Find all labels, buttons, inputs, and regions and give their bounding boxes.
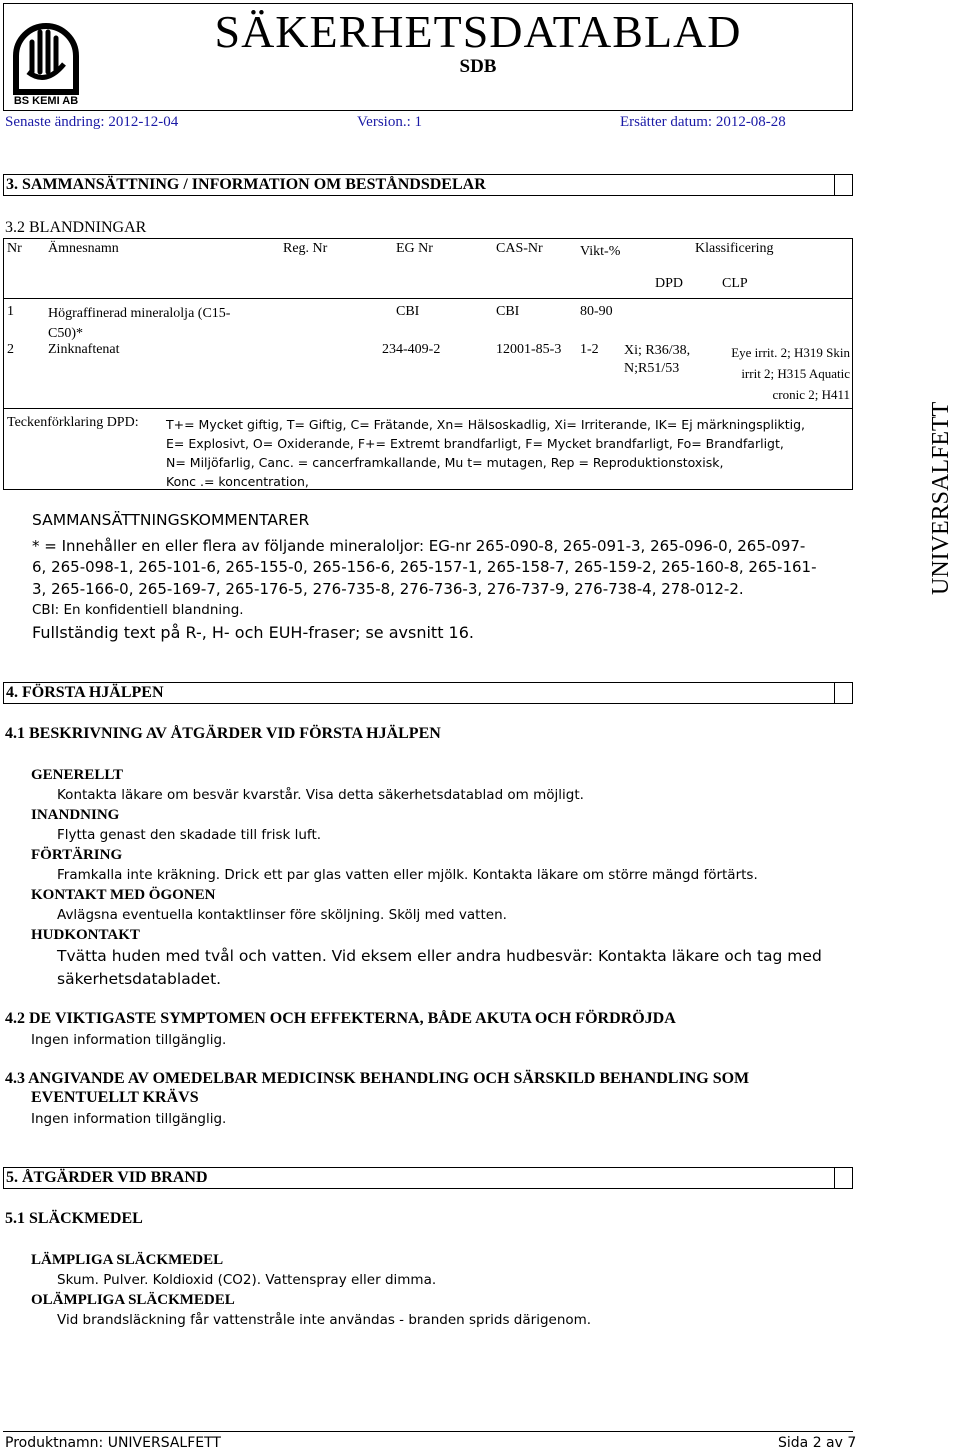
first-aid-text: Kontakta läkare om besvär kvarstår. Visa detta säkerhetsdatablad om möjligt. bbox=[57, 787, 584, 803]
row-2-weight: 1-2 bbox=[580, 342, 599, 357]
first-aid-text: Avlägsna eventuella kontaktlinser före sköljning. Skölj med vatten. bbox=[57, 907, 507, 923]
extinguishing-heading: LÄMPLIGA SLÄCKMEDEL bbox=[31, 1252, 224, 1268]
comments-line: 6, 265-098-1, 265-101-6, 265-155-0, 265-156-6, 265-157-1, 265-158-7, 265-159-2, 265-160-8, 265-161- bbox=[32, 558, 817, 576]
footer-product-label: Produktnamn: bbox=[5, 1435, 104, 1451]
version-value: 1 bbox=[414, 114, 422, 130]
comments-line: * = Innehåller en eller flera av följande mineraloljor: EG-nr 265-090-8, 265-091-3, 265-096-0, 265-097- bbox=[32, 536, 806, 555]
row-2-dpd: Xi; R36/38, N;R51/53 bbox=[624, 343, 691, 376]
document-title: SÄKERHETSDATABLAD bbox=[214, 6, 742, 57]
section-4-3-title-cont: EVENTUELLT KRÄVS bbox=[31, 1089, 199, 1106]
replaces-value: 2012-08-28 bbox=[715, 114, 786, 130]
first-aid-text: säkerhetsdatabladet. bbox=[57, 970, 222, 988]
col-weight: Vikt-% bbox=[580, 244, 621, 259]
last-change-label: Senaste ändring: bbox=[5, 114, 105, 130]
first-aid-text: Flytta genast den skadade till frisk luft. bbox=[57, 827, 322, 843]
composition-comments bbox=[32, 510, 862, 643]
replaces-date bbox=[620, 114, 786, 131]
section-checkbox bbox=[834, 1168, 852, 1188]
document-subtitle: SDB bbox=[459, 56, 497, 77]
section-3-title: 3. SAMMANSÄTTNING / INFORMATION OM BESTÅNDSDELAR bbox=[6, 176, 486, 193]
row-2-nr: 2 bbox=[7, 342, 14, 357]
section-5-title: 5. ÅTGÄRDER VID BRAND bbox=[6, 1169, 208, 1186]
extinguishing-heading: OLÄMPLIGA SLÄCKMEDEL bbox=[31, 1292, 235, 1308]
first-aid-heading: FÖRTÄRING bbox=[31, 847, 123, 863]
row-2-cas: 12001-85-3 bbox=[496, 342, 562, 357]
first-aid-heading: GENERELLT bbox=[31, 767, 123, 783]
section-checkbox bbox=[834, 175, 852, 195]
company-logo bbox=[8, 6, 84, 106]
section-4-2-text: Ingen information tillgänglig. bbox=[31, 1032, 227, 1048]
table-divider bbox=[3, 298, 853, 299]
col-classification: Klassificering bbox=[695, 241, 774, 256]
col-cas: CAS-Nr bbox=[496, 241, 543, 256]
col-name: Ämnesnamn bbox=[48, 241, 119, 256]
col-eg: EG Nr bbox=[396, 241, 433, 256]
first-aid-heading: HUDKONTAKT bbox=[31, 927, 140, 943]
version-label: Version.: bbox=[357, 114, 411, 130]
section-4-3-text: Ingen information tillgänglig. bbox=[31, 1111, 227, 1127]
footer-page-number: Sida 2 av 7 bbox=[778, 1435, 857, 1451]
row-2-eg: 234-409-2 bbox=[382, 342, 441, 357]
col-dpd: DPD bbox=[655, 276, 684, 291]
first-aid-heading: KONTAKT MED ÖGONEN bbox=[31, 887, 216, 903]
section-3-2-title: 3.2 BLANDNINGAR bbox=[5, 219, 147, 236]
last-change-value: 2012-12-04 bbox=[108, 114, 179, 130]
comments-line: 3, 265-166-0, 265-169-7, 265-176-5, 276-735-8, 276-736-3, 276-737-9, 276-738-4, 278-012-2. bbox=[32, 579, 744, 598]
row-1-cas: CBI bbox=[496, 304, 520, 319]
cbi-note: CBI: En konfidentiell blandning. bbox=[32, 602, 244, 618]
dpd-legend-line: T+= Mycket giftig, T= Giftig, C= Frätande, Xn= Hälsoskadlig, Xi= Irriterande, IK= Ej märkningspliktig, bbox=[166, 417, 806, 432]
row-2-clp: Eye irrit. 2; H319 Skin irrit 2; H315 Aquatic cronic 2; H411 bbox=[731, 345, 850, 402]
extinguishing-list bbox=[31, 1250, 861, 1330]
extinguishing-text: Vid brandsläckning får vattenstråle inte användas - branden sprids därigenom. bbox=[57, 1312, 592, 1328]
row-2-name: Zinknaftenat bbox=[48, 342, 120, 357]
first-aid-text: Tvätta huden med tvål och vatten. Vid eksem eller andra hudbesvär: Kontakta läkare och tag med bbox=[57, 947, 822, 965]
table-divider bbox=[3, 408, 853, 409]
footer-divider bbox=[3, 1431, 853, 1432]
svg-text:BS KEMI AB: BS KEMI AB bbox=[13, 95, 79, 106]
dpd-legend-line: N= Miljöfarlig, Canc. = cancerframkallande, Mu t= mutagen, Rep = Reproduktionstoxisk, bbox=[166, 455, 724, 470]
version bbox=[357, 114, 422, 131]
section-4-2-title: 4.2 DE VIKTIGASTE SYMPTOMEN OCH EFFEKTERNA, BÅDE AKUTA OCH FÖRDRÖJDA bbox=[5, 1010, 676, 1027]
full-text-note: Fullständig text på R-, H- och EUH-fraser; se avsnitt 16. bbox=[32, 622, 474, 642]
section-4-3-title: 4.3 ANGIVANDE AV OMEDELBAR MEDICINSK BEHANDLING OCH SÄRSKILD BEHANDLING SOM bbox=[5, 1070, 750, 1087]
section-checkbox bbox=[834, 683, 852, 703]
row-1-nr: 1 bbox=[7, 304, 14, 319]
section-5-header bbox=[3, 1167, 853, 1189]
col-nr: Nr bbox=[7, 241, 22, 256]
row-1-name: Högraffinerad mineralolja (C15-C50)* bbox=[48, 306, 231, 341]
first-aid-text: Framkalla inte kräkning. Drick ett par glas vatten eller mjölk. Kontakta läkare om större mängd förtärts. bbox=[57, 867, 758, 883]
dpd-legend bbox=[166, 415, 826, 491]
section-4-header bbox=[3, 682, 853, 704]
footer-product-name: UNIVERSALFETT bbox=[107, 1435, 221, 1451]
section-3-header bbox=[3, 174, 853, 196]
dpd-legend-line: Konc .= koncentration, bbox=[166, 474, 309, 489]
col-reg: Reg. Nr bbox=[283, 241, 328, 256]
first-aid-list bbox=[31, 765, 861, 991]
row-1-weight: 80-90 bbox=[580, 304, 613, 319]
section-4-title: 4. FÖRSTA HJÄLPEN bbox=[6, 684, 164, 701]
first-aid-heading: INANDNING bbox=[31, 807, 120, 823]
col-clp: CLP bbox=[722, 276, 748, 291]
row-1-eg: CBI bbox=[396, 304, 420, 319]
dpd-legend-line: E= Explosivt, O= Oxiderande, F+= Extremt brandfarligt, F= Mycket brandfarligt, Fo= Brandfarligt, bbox=[166, 436, 784, 451]
dpd-legend-label: Teckenförklaring DPD: bbox=[7, 415, 139, 430]
replaces-label: Ersätter datum: bbox=[620, 114, 713, 130]
side-product-text: UNIVERSALFETT bbox=[928, 401, 954, 595]
section-4-1-title: 4.1 BESKRIVNING AV ÅTGÄRDER VID FÖRSTA HJÄLPEN bbox=[5, 725, 441, 742]
section-5-1-title: 5.1 SLÄCKMEDEL bbox=[5, 1210, 143, 1227]
extinguishing-text: Skum. Pulver. Koldioxid (CO2). Vattenspray eller dimma. bbox=[57, 1272, 437, 1288]
last-change bbox=[5, 114, 178, 131]
comments-title: SAMMANSÄTTNINGSKOMMENTARER bbox=[32, 511, 310, 529]
side-product-label bbox=[910, 401, 960, 640]
footer-product bbox=[5, 1435, 221, 1451]
